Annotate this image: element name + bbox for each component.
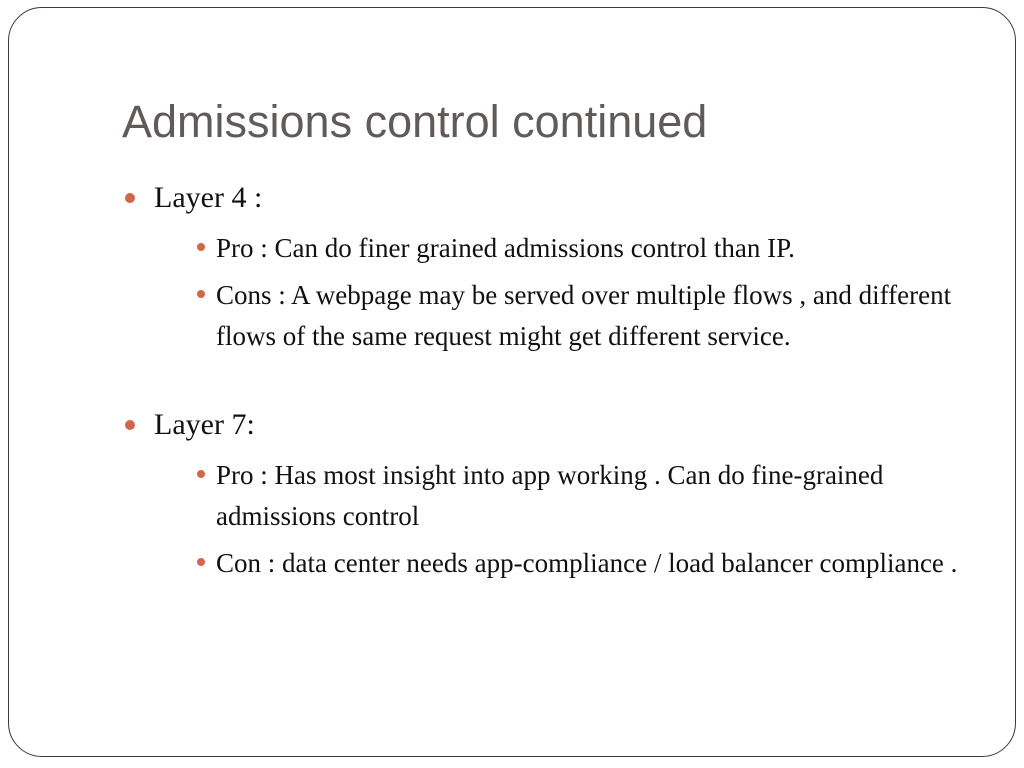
sub-bullet-con — [186, 543, 1006, 584]
bullet-dot-icon — [197, 243, 205, 251]
bullet-dot-icon — [197, 290, 205, 298]
sub-bullet-list — [154, 455, 972, 584]
bullet-text: Layer 7: — [154, 408, 255, 441]
bullet-dot-icon — [125, 420, 135, 430]
sub-bullet-text: Con : data center needs app-compliance / load balancer compliance . — [216, 548, 958, 578]
bullet-layer-7 — [122, 405, 972, 584]
sub-bullet-list — [154, 228, 972, 357]
bullet-list — [122, 178, 972, 590]
bullet-layer-4 — [122, 178, 972, 357]
sub-bullet-text: Pro : Can do finer grained admissions control than IP. — [216, 233, 795, 263]
sub-bullet-text: Cons : A webpage may be served over multiple flows , and different flows of the same request might get different service. — [216, 280, 952, 351]
sub-bullet-pro — [186, 228, 1006, 269]
slide-title: Admissions control continued — [122, 96, 708, 147]
bullet-dot-icon — [197, 470, 205, 478]
bullet-text: Layer 4 : — [154, 181, 263, 214]
sub-bullet-cons — [186, 275, 1006, 357]
sub-bullet-text: Pro : Has most insight into app working . Can do fine-grained admissions control — [216, 460, 884, 531]
bullet-dot-icon — [125, 193, 135, 203]
bullet-dot-icon — [197, 558, 205, 566]
slide-frame — [8, 7, 1016, 757]
sub-bullet-pro — [186, 455, 1006, 537]
